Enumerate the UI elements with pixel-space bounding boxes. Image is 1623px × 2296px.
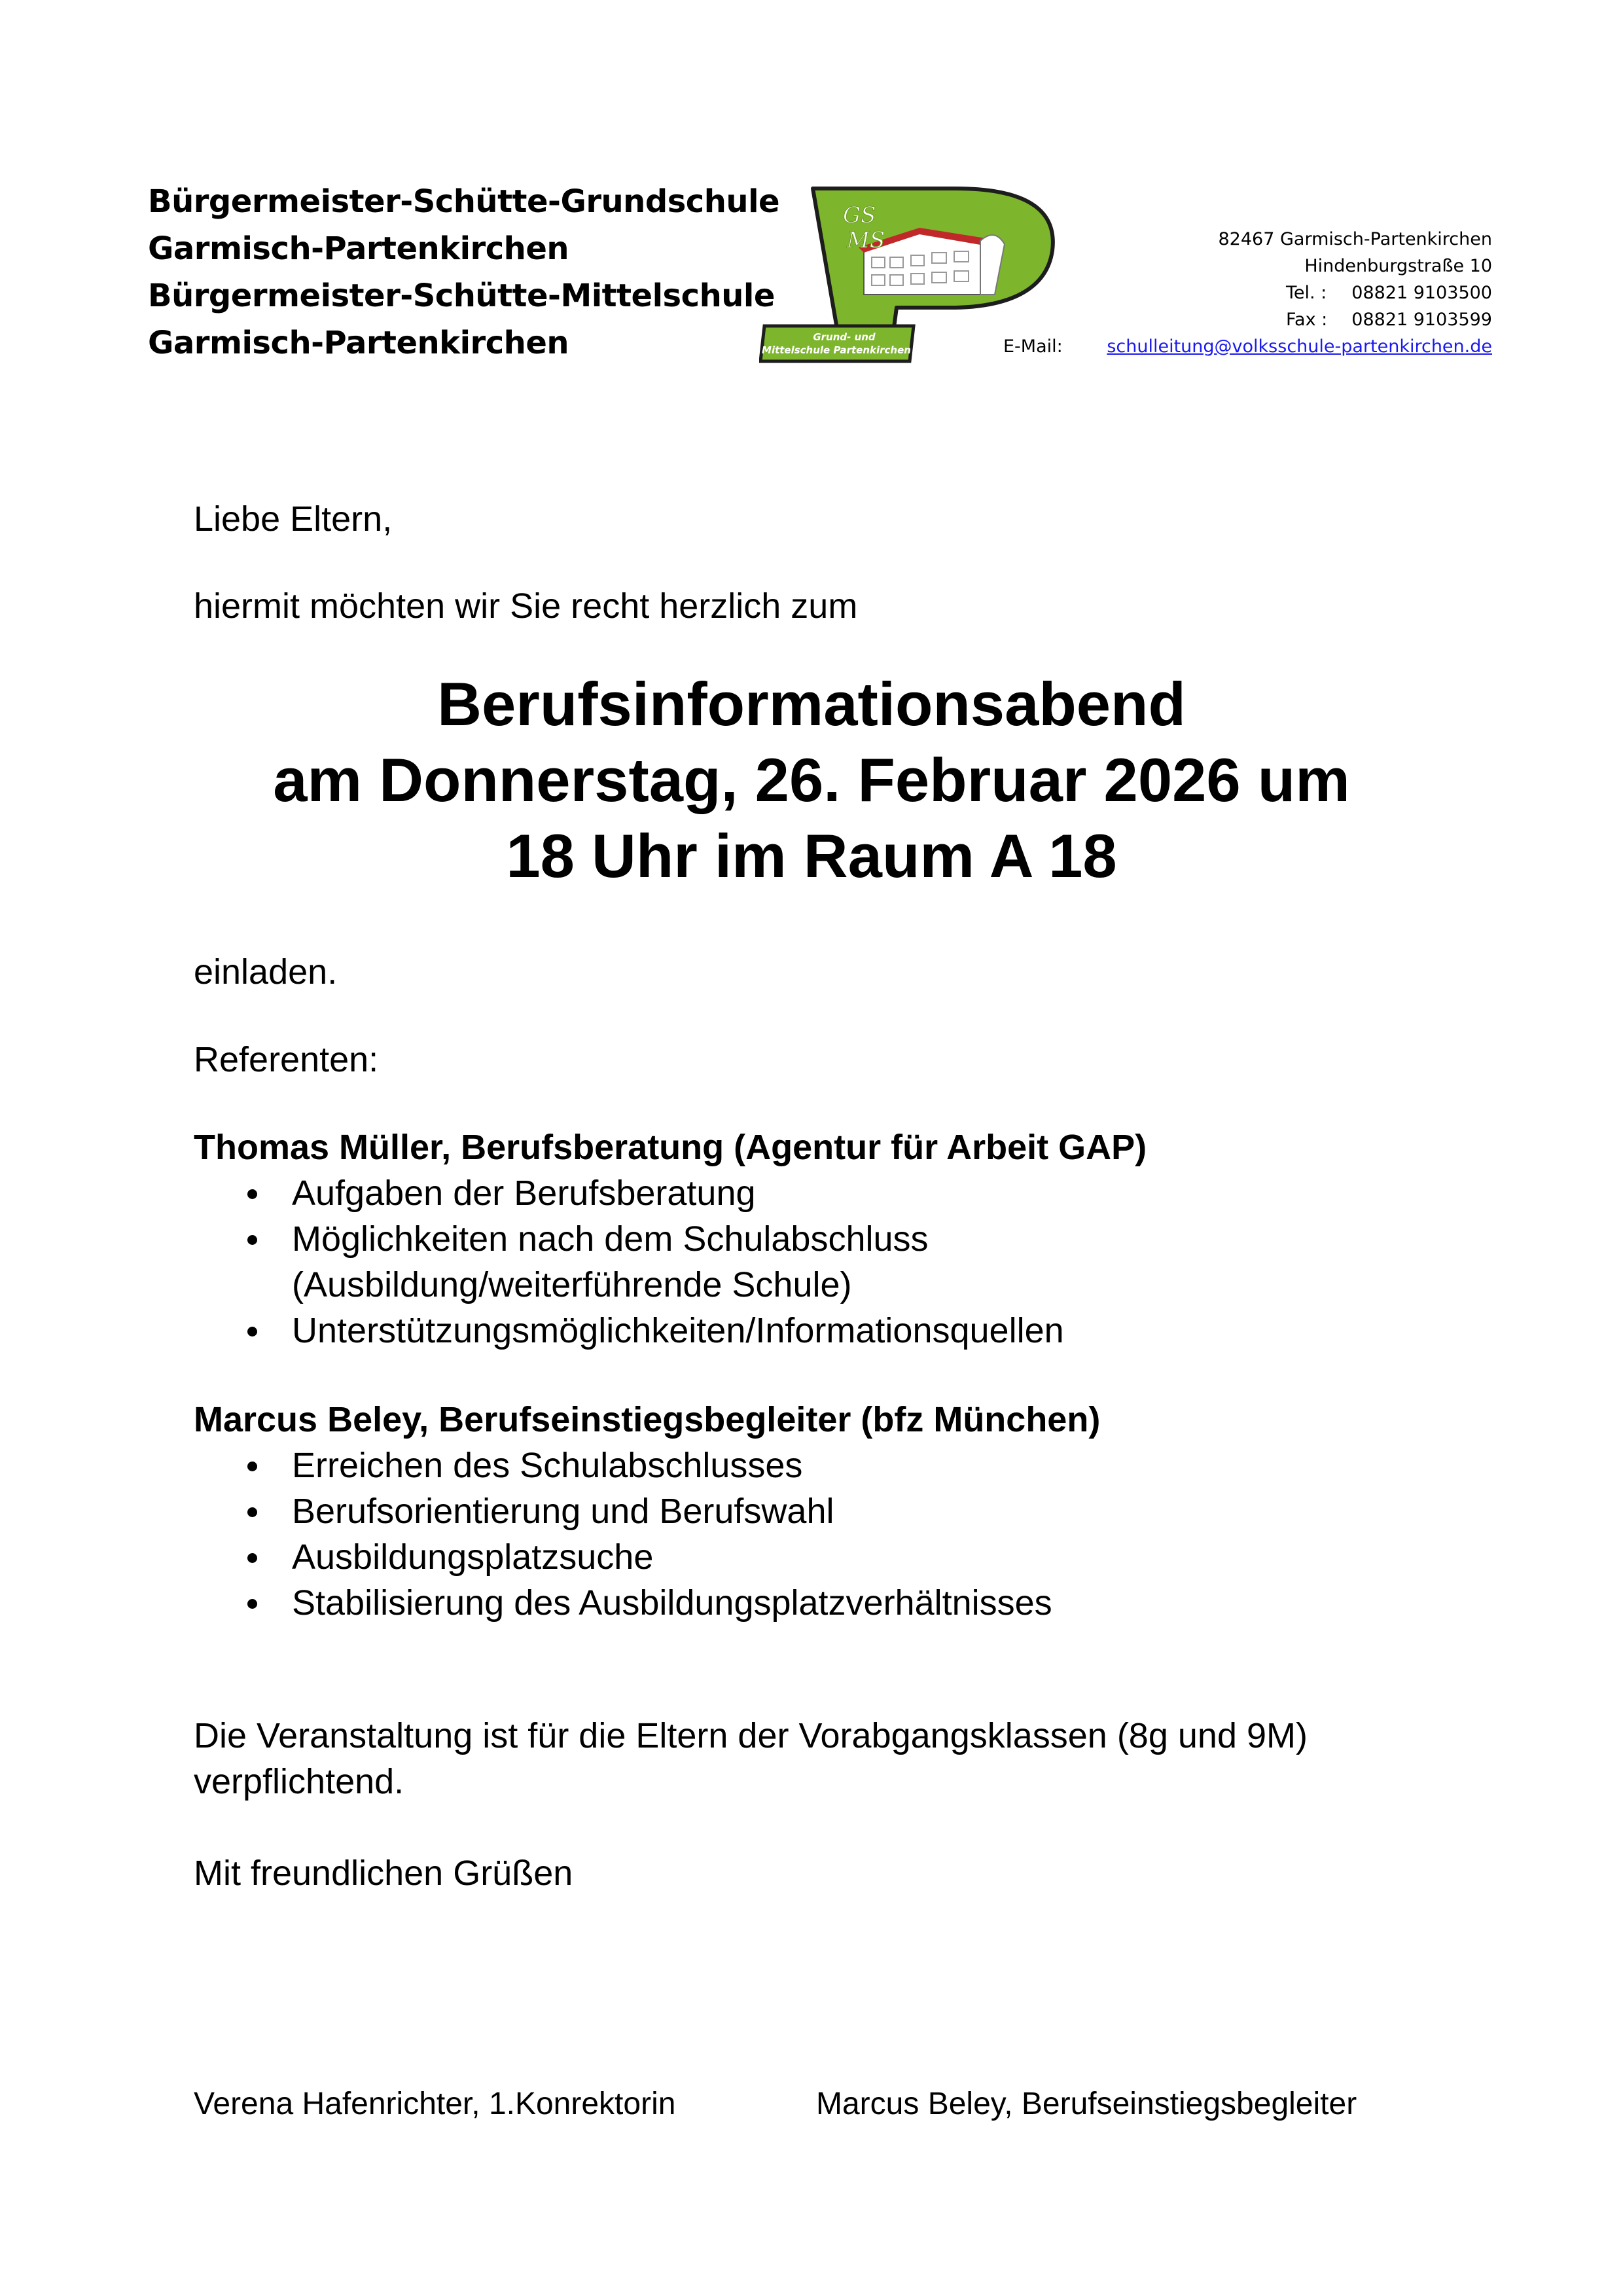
topic-item: Erreichen des Schulabschlusses: [194, 1443, 1052, 1488]
logo-banner-line2: Mittelschule Partenkirchen: [762, 344, 911, 356]
closing: Mit freundlichen Grüßen: [194, 1854, 573, 1893]
tel-label: Tel. :: [1286, 283, 1327, 303]
contact-city: 82467 Garmisch-Partenkirchen: [1218, 229, 1492, 249]
logo-letters-gs: GS: [843, 202, 876, 228]
signature-konrektorin: Verena Hafenrichter, 1.Konrektorin: [194, 2087, 676, 2121]
fax-label: Fax :: [1286, 310, 1328, 330]
topic-item-continuation: (Ausbildung/weiterführende Schule): [292, 1265, 852, 1304]
note-line: verpflichtend.: [194, 1762, 404, 1801]
headline-line: 18 Uhr im Raum A 18: [506, 821, 1117, 890]
attendance-note: [194, 1713, 1308, 1804]
signature-begleiter: Marcus Beley, Berufseinstiegsbegleiter: [816, 2087, 1357, 2121]
topic-item: Berufsorientierung und Berufswahl: [194, 1488, 1052, 1534]
speaker-topics: [194, 1170, 1064, 1354]
school-name-line: Bürgermeister-Schütte-Mittelschule: [148, 278, 775, 314]
email-link[interactable]: schulleitung@volksschule-partenkirchen.de: [1107, 336, 1492, 357]
headline-line: Berufsinformationsabend: [437, 670, 1186, 738]
email-label: E-Mail:: [1003, 336, 1063, 357]
school-name-line: Garmisch-Partenkirchen: [148, 325, 569, 361]
event-headline: [0, 666, 1623, 894]
topic-item: Möglichkeiten nach dem Schulabschluss: [194, 1216, 1064, 1262]
speaker-name: Marcus Beley, Berufseinstiegsbegleiter (bfz München): [194, 1400, 1101, 1439]
note-line: Die Veranstaltung ist für die Eltern der Vorabgangsklassen (8g und 9M): [194, 1716, 1308, 1755]
contact-street: Hindenburgstraße 10: [1304, 256, 1492, 276]
invite-end: einladen.: [194, 952, 338, 992]
school-names: [148, 178, 779, 367]
intro-text: hiermit möchten wir Sie recht herzlich zum: [194, 586, 858, 626]
fax-value: 08821 9103599: [1351, 310, 1492, 330]
topic-item: Stabilisierung des Ausbildungsplatzverhältnisses: [194, 1580, 1052, 1626]
headline-line: am Donnerstag, 26. Februar 2026 um: [273, 745, 1350, 814]
school-name-line: Garmisch-Partenkirchen: [148, 230, 569, 267]
topic-item: Ausbildungsplatzsuche: [194, 1534, 1052, 1580]
speaker-name: Thomas Müller, Berufsberatung (Agentur für Arbeit GAP): [194, 1128, 1147, 1167]
contact-tel: [1219, 279, 1493, 306]
speaker-topics: [194, 1443, 1052, 1626]
greeting: Liebe Eltern,: [194, 499, 393, 539]
speakers-label: Referenten:: [194, 1040, 379, 1079]
contact-fax: [1219, 306, 1493, 333]
school-name-line: Bürgermeister-Schütte-Grundschule: [148, 183, 780, 220]
tel-value: 08821 9103500: [1351, 283, 1492, 303]
logo-letters-ms: MS: [847, 227, 885, 253]
contact-block: [1219, 226, 1493, 333]
topic-item: Unterstützungsmöglichkeiten/Informationsquellen: [194, 1308, 1064, 1354]
logo-banner-line1: Grund- und: [813, 331, 876, 343]
topic-item: Aufgaben der Berufsberatung: [194, 1170, 1064, 1216]
